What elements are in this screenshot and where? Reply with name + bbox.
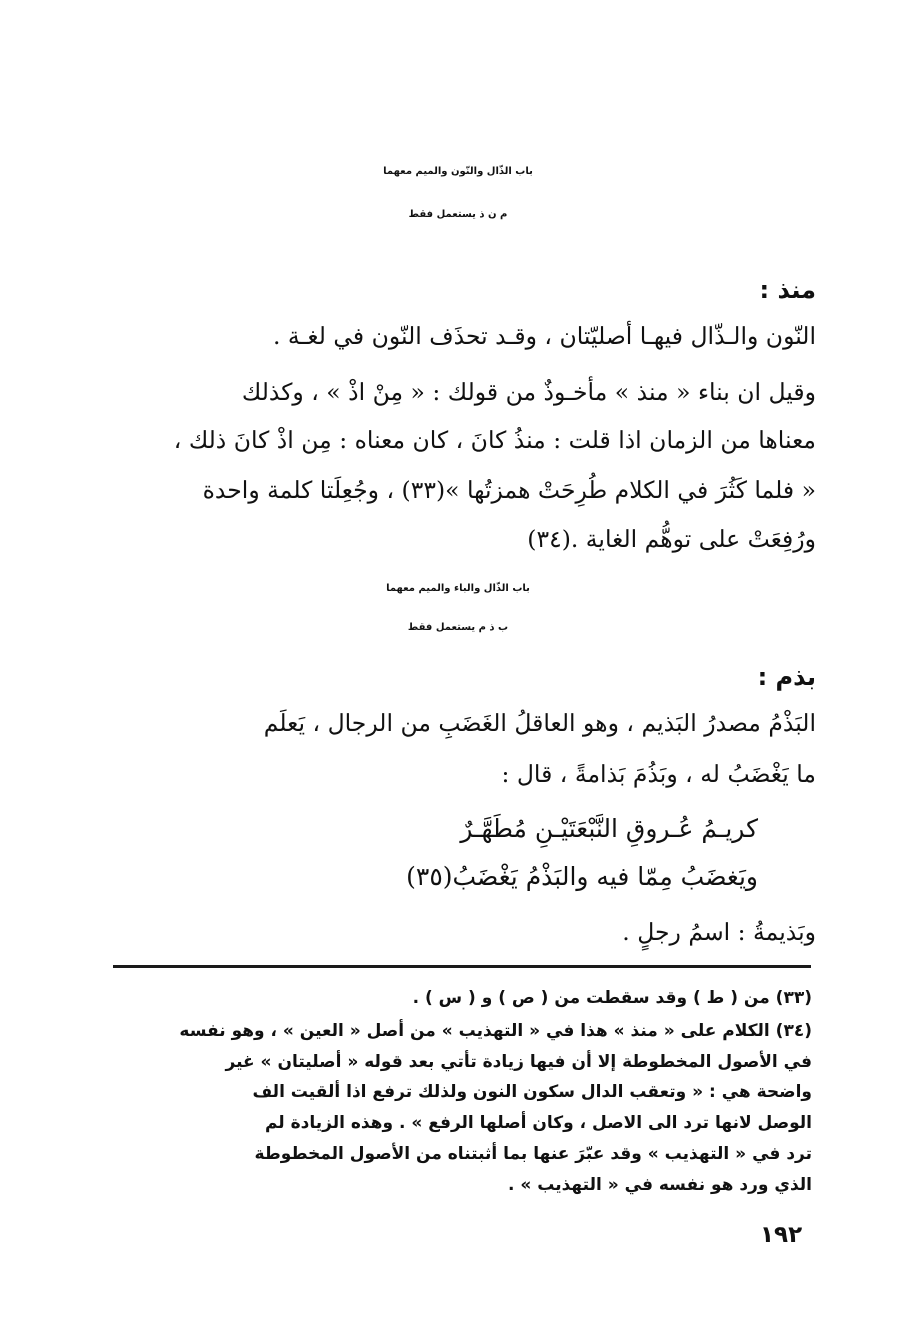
body-line: « فلما كَثُرَ في الكلام طُرِحَتْ همزتُها »(٣٣) ، وجُعِلَتا كلمة واحدة bbox=[202, 476, 816, 504]
verse-line: ويَغضَبُ مِمّا فيه والبَذْمُ يَغْضَبُ(٣٥) bbox=[406, 862, 758, 891]
verse-line: كريـمُ عُـروقِ النَّبْعَتَيْـنِ مُطَهَّـرٌ bbox=[460, 814, 758, 843]
section-subtitle: م ن ذ يستعمل فقط bbox=[408, 209, 508, 220]
section-title: باب الذّال والنّون والميم معهما bbox=[383, 166, 533, 177]
footnote-line: واضحة هي : « وتعقب الدال سكون النون ولذلك ترفع اذا ألقيت الف bbox=[252, 1082, 812, 1102]
section-subtitle: ب ذ م يستعمل فقط bbox=[407, 622, 509, 633]
footnote-line: ترد في « التهذيب » وقد عبّرَ عنها بما أثبتناه من الأصول المخطوطة bbox=[254, 1144, 812, 1164]
body-line: وبَذيمةُ : اسمُ رجلٍ . bbox=[622, 918, 816, 946]
body-line: ما يَغْضَبُ له ، وبَذُمَ بَذامةً ، قال : bbox=[501, 760, 816, 788]
footnote-line: (٣٤) الكلام على « منذ » هذا في « التهذيب » من أصل « العين » ، وهو نفسه bbox=[179, 1021, 812, 1041]
body-line: ورُفِعَتْ على توهُّم الغاية .(٣٤) bbox=[527, 525, 816, 553]
body-line: وقيل ان بناء « منذ » مأخـوذٌ من قولك : « مِنْ اذْ » ، وكذلك bbox=[241, 378, 816, 406]
entry-headword: بذم : bbox=[757, 663, 816, 691]
footnote-line: (٣٣) من ( ط ) وقد سقطت من ( ص ) و ( س ) . bbox=[412, 988, 812, 1008]
footnote-line: في الأصول المخطوطة إلا أن فيها زيادة تأتي بعد قوله « أصليتان » غير bbox=[225, 1052, 812, 1072]
body-line: البَذْمُ مصدرُ البَذيم ، وهو العاقلُ الغَضَبِ من الرجال ، يَعلَم bbox=[263, 709, 816, 737]
body-line: النّون والـذّال فيهـا أصليّتان ، وقـد تحذَف النّون في لغـة . bbox=[272, 322, 816, 350]
footnote-line: الذي ورد هو نفسه في « التهذيب » . bbox=[507, 1175, 812, 1195]
footnote-divider bbox=[113, 965, 811, 968]
body-line: معناها من الزمان اذا قلت : منذُ كانَ ، كان معناه : مِن اذْ كانَ ذلك ، bbox=[173, 426, 816, 454]
entry-headword: منذ : bbox=[759, 276, 816, 304]
footnote-line: الوصل لانها ترد الى الاصل ، وكان أصلها الرفع » . وهذه الزيادة لم bbox=[264, 1113, 812, 1133]
section-title: باب الذّال والباء والميم معهما bbox=[386, 583, 530, 594]
page-number: ١٩٢ bbox=[760, 1222, 803, 1248]
